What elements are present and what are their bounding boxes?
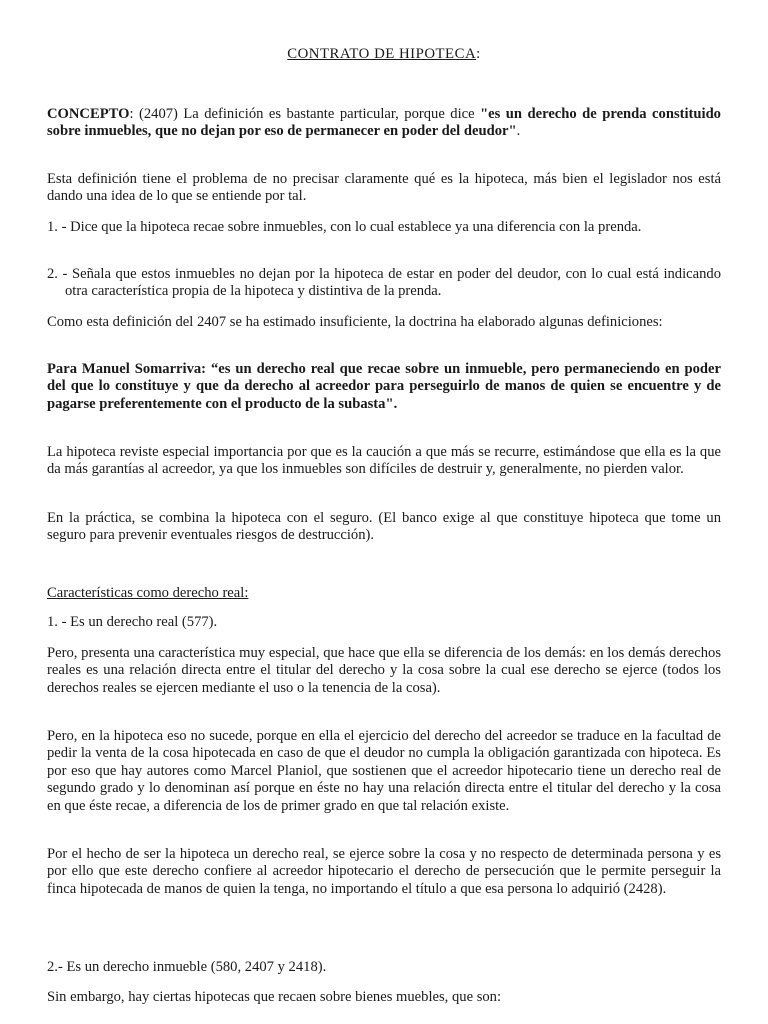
- section-heading-real-right: Características como derecho real:: [47, 585, 249, 601]
- title-suffix: :: [476, 46, 481, 62]
- concepto-end: .: [516, 123, 521, 140]
- list-item-1: 1. - Dice que la hipoteca recae sobre inmuebles, con lo cual establece ya una diferencia con la prenda.: [47, 219, 642, 235]
- paragraph-persecution-right: Por el hecho de ser la hipoteca un derecho real, se ejerce sobre la cosa y no respecto de determinada persona y es por ello que este derecho confiere al acreedor hipotecario el derecho de persecución que le permite perseguir la finca hipotecada de manos de quien la tenga, no importando el título a que esa persona lo adquirió (2428).: [47, 846, 721, 897]
- concepto-paragraph: [47, 106, 721, 141]
- list-item-2: 2. - Señala que estos inmuebles no dejan por la hipoteca de estar en poder del deudor, con lo cual está indicando otra característica propia de la hipoteca y distintiva de la prenda.: [47, 266, 721, 300]
- title-text: CONTRATO DE HIPOTECA: [287, 46, 477, 62]
- paragraph-real-right: 1. - Es un derecho real (577).: [47, 614, 218, 630]
- paragraph-movable-exceptions: Sin embargo, hay ciertas hipotecas que recaen sobre bienes muebles, que son:: [47, 989, 502, 1005]
- paragraph-practice: En la práctica, se combina la hipoteca con el seguro. (El banco exige al que constituye hipoteca que tome un seguro para prevenir eventuales riesgos de destrucción).: [47, 510, 721, 544]
- paragraph-second-degree-right: Pero, en la hipoteca eso no sucede, porque en ella el ejercicio del derecho del acreedor se traduce en la facultad de pedir la venta de la cosa hipotecada en caso de que el deudor no cumpla la obligación garantizada con hipoteca. Es por eso que hay autores como Marcel Planiol, que sostienen que el acreedor hipotecario tiene un derecho real de segundo grado y lo denominan así porque en éste no hay una relación directa entre el titular del derecho y la cosa en que éste recae, a diferencia de los de primer grado en que tal relación existe.: [47, 728, 721, 814]
- paragraph-importance: La hipoteca reviste especial importancia por que es la caución a que más se recurre, estimándose que ella es la que da más garantías al acreedor, ya que los inmuebles son difíciles de destruir y, generalmente, no pierden valor.: [47, 444, 721, 478]
- paragraph-special-characteristic: Pero, presenta una característica muy especial, que hace que ella se diferencia de los demás: en los demás derechos reales es una relación directa entre el titular del derecho y la cosa sobre la cual ese derecho se ejerce (todos los derechos reales se ejercen mediante el uso o la tenencia de la cosa).: [47, 645, 721, 696]
- paragraph-insufficient-definition: Como esta definición del 2407 se ha estimado insuficiente, la doctrina ha elaborado algunas definiciones:: [47, 314, 663, 330]
- concepto-text: : (2407) La definición es bastante particular, porque dice: [129, 106, 481, 122]
- paragraph-definition-problem: Esta definición tiene el problema de no precisar claramente qué es la hipoteca, más bien el legislador nos está dando una idea de lo que se entiende por tal.: [47, 171, 721, 205]
- concepto-quote: "es un derecho de prenda constituido sobre inmuebles, que no dejan por eso de permanecer en poder del deudor": [47, 106, 721, 140]
- paragraph-immovable-right: 2.- Es un derecho inmueble (580, 2407 y 2418).: [47, 959, 327, 975]
- concepto-label: CONCEPTO: [47, 106, 130, 122]
- document-title: [0, 46, 768, 63]
- paragraph-somarriva-definition: Para Manuel Somarriva: “es un derecho real que recae sobre un inmueble, pero permaneciendo en poder del que lo constituye y que da derecho al acreedor para perseguirlo de manos de quien se encuentre y de pagarse preferentemente con el producto de la subasta".: [47, 361, 721, 412]
